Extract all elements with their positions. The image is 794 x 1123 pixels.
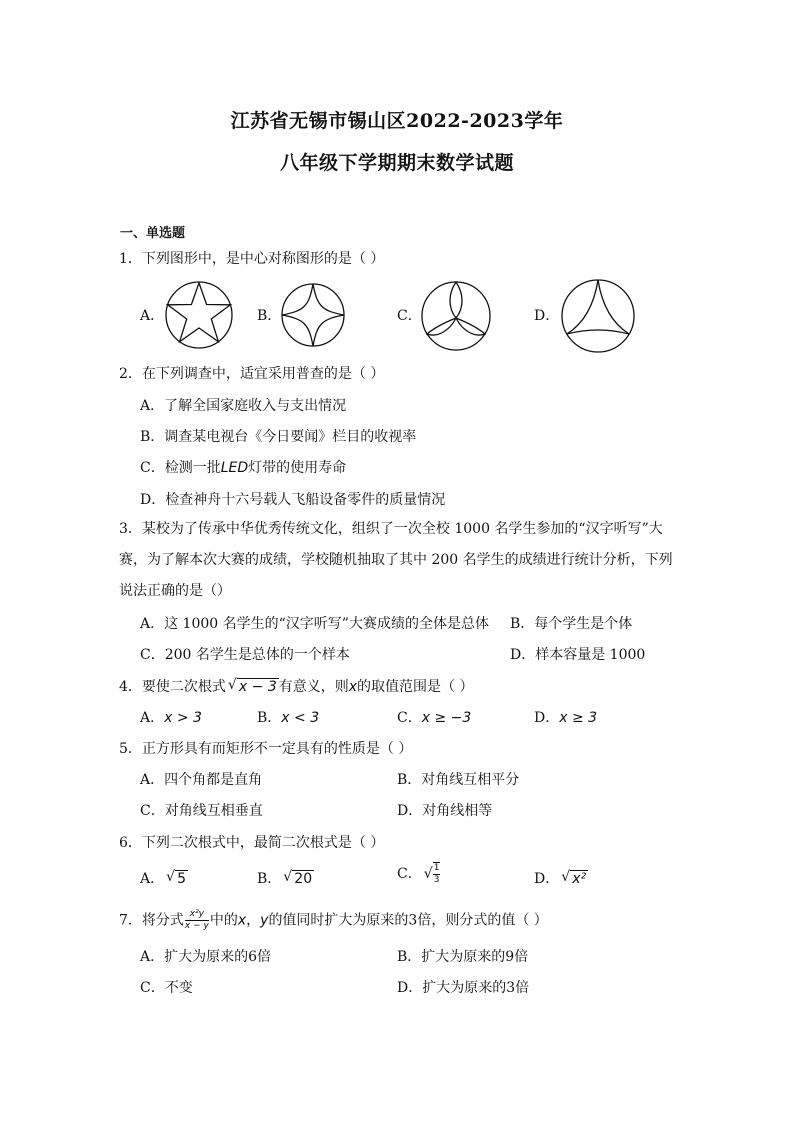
- q7-option-a: A．扩大为原来的6倍: [140, 949, 272, 965]
- q1-option-c-label: C．: [397, 308, 422, 324]
- q3-stem: 3．某校为了传承中华优秀传统文化，组织了一次全校 1000 名学生参加的“汉字听写”大赛，为了解本次大赛的成绩，学校随机抽取了其中 200 名学生的成绩进行统计分析，下列说法正确的是（）: [119, 521, 673, 599]
- q4-stem: 4．要使二次根式 √ x − 3 有意义，则x的取值范围是（ ）: [119, 677, 474, 695]
- q6-option-b: B． √ 20: [257, 869, 313, 887]
- q4-option-d: D．x ≥ 3: [534, 710, 598, 726]
- q4-option-c: C．x ≥ −3: [397, 710, 472, 726]
- q6-stem: 6．下列二次根式中，最简二次根式是（ ）: [119, 835, 385, 851]
- q2-option-d: D．检查神舟十六号载人飞船设备零件的质量情况: [140, 492, 446, 508]
- q3-option-c: C．200 名学生是总体的一个样本: [140, 647, 350, 663]
- q4-option-a: A．x > 3: [140, 710, 202, 726]
- q2-option-c: C．检测一批LED灯带的使用寿命: [140, 460, 347, 476]
- q6-option-c: C． √ $\frac{1}{3}$: [397, 863, 440, 885]
- q5-option-a: A．四个角都是直角: [140, 772, 263, 788]
- q7-option-d: D．扩大为原来的3倍: [397, 980, 530, 996]
- q1-option-d-label: D．: [534, 308, 560, 324]
- doc-title-line2: 八年级下学期期末数学试题: [279, 152, 514, 174]
- q1-stem: 1．下列图形中，是中心对称图形的是（ ）: [119, 251, 385, 267]
- q7-fraction: $\frac{\text{x²y}}{x - y}$: [184, 909, 209, 931]
- q1-figure-d-curved-triangle-in-circle: [560, 278, 636, 354]
- q3-option-d: D．样本容量是 1000: [510, 647, 646, 663]
- q7-stem: 7．将分式 $\frac{\text{x²y}}{x - y}$ 中的x，y的值同时扩大为原来的3倍，则分式的值（ ）: [119, 909, 548, 931]
- q1-option-b-label: B．: [257, 308, 282, 324]
- q3-option-b: B．每个学生是个体: [510, 616, 633, 632]
- q6-option-a: A． √ 5: [140, 869, 187, 887]
- q1-option-a-label: A．: [140, 308, 165, 324]
- q5-stem: 5．正方形具有而矩形不一定具有的性质是（ ）: [119, 741, 413, 757]
- section-heading: 一、单选题: [120, 226, 186, 241]
- sqrt-x-minus-3: √ x − 3: [227, 677, 277, 695]
- q1-figure-a-star-in-circle: [162, 280, 236, 350]
- q4-option-b: B．x < 3: [257, 710, 320, 726]
- q7-option-b: B．扩大为原来的9倍: [397, 949, 529, 965]
- doc-title-line1: 江苏省无锡市锡山区2022-2023学年: [230, 110, 564, 132]
- q6-option-d: D． √ x²: [534, 869, 587, 887]
- q7-option-c: C．不变: [140, 980, 193, 996]
- q1-figure-b-concave-square-in-circle: [280, 282, 346, 348]
- q1-figure-c-three-petals-in-circle: [420, 280, 492, 352]
- q3-option-a: A．这 1000 名学生的“汉字听写”大赛成绩的全体是总体: [140, 616, 489, 632]
- q2-option-a: A．了解全国家庭收入与支出情况: [140, 398, 347, 414]
- q2-option-b: B．调查某电视台《今日要闻》栏目的收视率: [140, 429, 417, 445]
- q2-stem: 2．在下列调查中，适宜采用普查的是（ ）: [119, 366, 385, 382]
- q5-option-d: D．对角线相等: [397, 803, 493, 819]
- q5-option-b: B．对角线互相平分: [397, 772, 520, 788]
- q5-option-c: C．对角线互相垂直: [140, 803, 263, 819]
